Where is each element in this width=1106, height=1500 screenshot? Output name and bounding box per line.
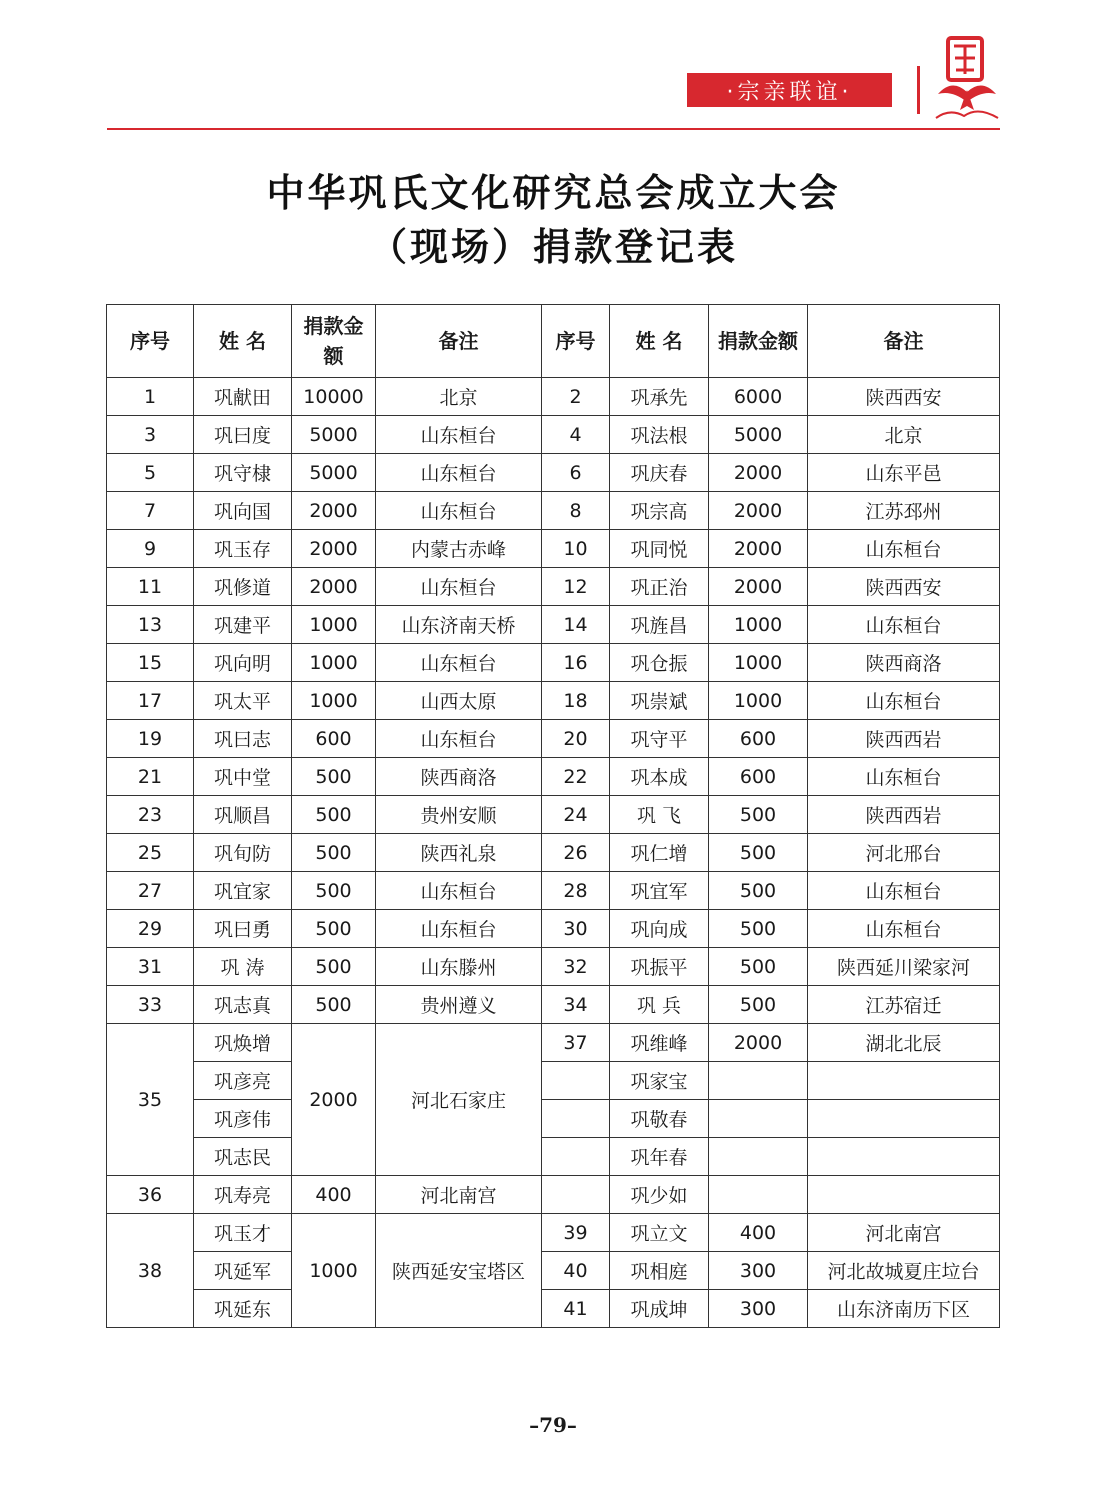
donor-location: 山东桓台 [808,758,1000,796]
donor-name: 巩成坤 [610,1290,709,1328]
donation-amount: 500 [709,872,808,910]
entry-number: 29 [107,910,194,948]
entry-number: 21 [107,758,194,796]
donor-name: 巩法根 [610,416,709,454]
donor-location: 山东桓台 [376,644,542,682]
donor-name: 巩本成 [610,758,709,796]
donor-name: 巩修道 [194,568,292,606]
page-title: 中华巩氏文化研究总会成立大会 [266,170,841,215]
donation-amount: 1000 [292,682,376,720]
empty-cell [709,1100,808,1138]
donor-name: 巩太平 [194,682,292,720]
entry-number: 13 [107,606,194,644]
donor-name: 巩同悦 [610,530,709,568]
donor-name: 巩焕增 [194,1024,292,1062]
donor-name: 巩延军 [194,1252,292,1290]
entry-number: 27 [107,872,194,910]
empty-cell [709,1138,808,1176]
table-row [107,1290,1000,1328]
donor-name: 巩宗高 [610,492,709,530]
entry-number: 2 [542,378,610,416]
donor-name: 巩崇斌 [610,682,709,720]
donor-location: 山东桓台 [808,530,1000,568]
donor-location: 河北南宫 [808,1214,1000,1252]
donation-amount: 2000 [292,568,376,606]
donation-amount: 2000 [292,1024,376,1176]
donor-name: 巩振平 [610,948,709,986]
donation-amount: 600 [709,758,808,796]
entry-number: 17 [107,682,194,720]
entry-number: 31 [107,948,194,986]
donor-location: 河北南宫 [376,1176,542,1214]
table-row [107,948,1000,986]
donor-location: 湖北北辰 [808,1024,1000,1062]
donor-name: 巩庆春 [610,454,709,492]
donation-amount: 5000 [292,454,376,492]
donor-name: 巩承先 [610,378,709,416]
table-row [107,758,1000,796]
empty-cell [542,1138,610,1176]
entry-number: 12 [542,568,610,606]
donor-location: 山东桓台 [376,416,542,454]
table-header-row [107,305,1000,378]
donation-amount: 500 [292,948,376,986]
donation-amount: 1000 [709,682,808,720]
donor-location: 山东桓台 [376,720,542,758]
donation-amount: 1000 [709,606,808,644]
entry-number: 28 [542,872,610,910]
donation-amount: 500 [709,910,808,948]
donation-amount: 6000 [709,378,808,416]
seal-logo-icon [934,32,1000,122]
donation-amount: 500 [709,986,808,1024]
donor-name: 巩年春 [610,1138,709,1176]
donation-amount: 2000 [709,530,808,568]
donor-location: 山东桓台 [808,872,1000,910]
donor-name: 巩曰度 [194,416,292,454]
empty-cell [808,1100,1000,1138]
table-row [107,454,1000,492]
table-row [107,1214,1000,1252]
donation-amount: 1000 [292,1214,376,1328]
entry-number: 24 [542,796,610,834]
donor-name: 巩立文 [610,1214,709,1252]
donor-location: 山东桓台 [808,910,1000,948]
donor-location: 山东桓台 [376,872,542,910]
donation-amount: 500 [292,986,376,1024]
entry-number: 11 [107,568,194,606]
table-row [107,644,1000,682]
donation-amount: 500 [292,910,376,948]
donor-name: 巩玉才 [194,1214,292,1252]
col-header-amount: 捐款金额 [292,305,376,378]
donor-name: 巩正治 [610,568,709,606]
donor-name: 巩相庭 [610,1252,709,1290]
donor-name: 巩志民 [194,1138,292,1176]
donor-name: 巩 兵 [610,986,709,1024]
entry-number: 41 [542,1290,610,1328]
donation-amount: 10000 [292,378,376,416]
entry-number: 34 [542,986,610,1024]
entry-number: 6 [542,454,610,492]
entry-number: 23 [107,796,194,834]
donation-amount: 2000 [709,492,808,530]
entry-number: 3 [107,416,194,454]
donation-amount: 500 [292,834,376,872]
col-header-no-right: 序号 [542,305,610,378]
table-row [107,530,1000,568]
table-row [107,568,1000,606]
donor-name: 巩中堂 [194,758,292,796]
donor-name: 巩向成 [610,910,709,948]
table-row [107,1024,1000,1062]
donor-location: 北京 [808,416,1000,454]
donation-amount: 2000 [709,1024,808,1062]
entry-number: 7 [107,492,194,530]
entry-number: 20 [542,720,610,758]
donor-location: 陕西西岩 [808,796,1000,834]
entry-number: 22 [542,758,610,796]
table-row [107,720,1000,758]
donor-name: 巩仁增 [610,834,709,872]
donor-location: 贵州安顺 [376,796,542,834]
donor-name: 巩建平 [194,606,292,644]
table-row [107,1252,1000,1290]
donor-name: 巩玉存 [194,530,292,568]
entry-number: 9 [107,530,194,568]
donation-register-table [106,304,1000,1328]
empty-cell [542,1062,610,1100]
donor-name: 巩寿亮 [194,1176,292,1214]
empty-cell [808,1138,1000,1176]
empty-cell [709,1062,808,1100]
donor-location: 江苏邳州 [808,492,1000,530]
donor-name: 巩曰志 [194,720,292,758]
donation-amount: 500 [292,872,376,910]
col-header-note: 备注 [376,305,542,378]
entry-number: 39 [542,1214,610,1252]
donation-amount: 500 [292,796,376,834]
table-row [107,796,1000,834]
donor-name: 巩向明 [194,644,292,682]
donation-amount: 600 [292,720,376,758]
donor-location: 贵州遵义 [376,986,542,1024]
empty-cell [808,1062,1000,1100]
entry-number: 32 [542,948,610,986]
section-banner: ·宗亲联谊· [687,73,892,107]
entry-number: 18 [542,682,610,720]
page-number: –79– [529,1413,577,1437]
donor-location: 山东桓台 [376,568,542,606]
donor-location: 江苏宿迁 [808,986,1000,1024]
donor-location: 陕西西岩 [808,720,1000,758]
donor-name: 巩维峰 [610,1024,709,1062]
donation-amount: 600 [709,720,808,758]
entry-number: 4 [542,416,610,454]
donation-amount: 5000 [709,416,808,454]
donation-amount: 2000 [709,454,808,492]
table-row [107,682,1000,720]
empty-cell [709,1176,808,1214]
empty-cell [542,1176,610,1214]
donor-name: 巩守棣 [194,454,292,492]
donor-name: 巩宜家 [194,872,292,910]
donor-location: 陕西商洛 [808,644,1000,682]
donor-name: 巩敬春 [610,1100,709,1138]
donation-amount: 300 [709,1290,808,1328]
donor-name: 巩旬防 [194,834,292,872]
donor-name: 巩旌昌 [610,606,709,644]
entry-number: 14 [542,606,610,644]
donation-amount: 500 [709,834,808,872]
donor-location: 山东桓台 [376,492,542,530]
donor-name: 巩 飞 [610,796,709,834]
donor-location: 河北邢台 [808,834,1000,872]
entry-number: 8 [542,492,610,530]
table-row [107,492,1000,530]
donor-name: 巩彦伟 [194,1100,292,1138]
donor-location: 山东滕州 [376,948,542,986]
table-row [107,606,1000,644]
table-row [107,910,1000,948]
donation-amount: 2000 [292,492,376,530]
donor-name: 巩延东 [194,1290,292,1328]
table-row [107,1176,1000,1214]
donor-name: 巩向国 [194,492,292,530]
donor-location: 山西太原 [376,682,542,720]
donor-name: 巩献田 [194,378,292,416]
donor-location: 山东济南天桥 [376,606,542,644]
donor-location: 陕西延安宝塔区 [376,1214,542,1328]
entry-number: 19 [107,720,194,758]
donation-amount: 1000 [709,644,808,682]
page-subtitle: （现场）捐款登记表 [368,224,738,269]
donor-name: 巩宜军 [610,872,709,910]
entry-number: 15 [107,644,194,682]
donor-name: 巩志真 [194,986,292,1024]
entry-number: 36 [107,1176,194,1214]
col-header-name: 姓 名 [194,305,292,378]
donor-name: 巩 涛 [194,948,292,986]
donor-name: 巩彦亮 [194,1062,292,1100]
donation-amount: 400 [292,1176,376,1214]
entry-number: 40 [542,1252,610,1290]
table-row [107,986,1000,1024]
col-header-amount-right: 捐款金额 [709,305,808,378]
col-header-name-right: 姓 名 [610,305,709,378]
entry-number: 25 [107,834,194,872]
table-row [107,1138,1000,1176]
entry-number: 30 [542,910,610,948]
donor-location: 山东桓台 [808,606,1000,644]
table-row [107,416,1000,454]
entry-number: 1 [107,378,194,416]
donor-location: 山东桓台 [808,682,1000,720]
table-row [107,834,1000,872]
entry-number: 35 [107,1024,194,1176]
entry-number: 37 [542,1024,610,1062]
entry-number: 26 [542,834,610,872]
table-row [107,1100,1000,1138]
donor-name: 巩顺昌 [194,796,292,834]
entry-number: 38 [107,1214,194,1328]
donation-amount: 500 [709,948,808,986]
donation-amount: 300 [709,1252,808,1290]
table-row [107,872,1000,910]
donor-location: 内蒙古赤峰 [376,530,542,568]
header-divider [917,66,920,114]
entry-number: 5 [107,454,194,492]
entry-number: 10 [542,530,610,568]
table-row [107,378,1000,416]
donation-amount: 500 [709,796,808,834]
entry-number: 33 [107,986,194,1024]
donation-amount: 2000 [709,568,808,606]
donor-location: 陕西西安 [808,568,1000,606]
donor-location: 山东桓台 [376,910,542,948]
donation-amount: 1000 [292,606,376,644]
donor-location: 山东桓台 [376,454,542,492]
donation-amount: 1000 [292,644,376,682]
donor-location: 陕西西安 [808,378,1000,416]
donation-amount: 5000 [292,416,376,454]
donor-name: 巩少如 [610,1176,709,1214]
donor-location: 河北石家庄 [376,1024,542,1176]
donor-name: 巩家宝 [610,1062,709,1100]
donor-location: 山东济南历下区 [808,1290,1000,1328]
donor-location: 陕西商洛 [376,758,542,796]
donor-name: 巩守平 [610,720,709,758]
entry-number: 16 [542,644,610,682]
col-header-no: 序号 [107,305,194,378]
donor-location: 陕西延川梁家河 [808,948,1000,986]
col-header-note-right: 备注 [808,305,1000,378]
donor-name: 巩仓振 [610,644,709,682]
donor-location: 山东平邑 [808,454,1000,492]
donation-amount: 2000 [292,530,376,568]
empty-cell [808,1176,1000,1214]
donor-location: 北京 [376,378,542,416]
donor-location: 陕西礼泉 [376,834,542,872]
header-rule [107,128,1000,130]
donor-location: 河北故城夏庄垃台 [808,1252,1000,1290]
donation-amount: 500 [292,758,376,796]
donor-name: 巩曰勇 [194,910,292,948]
donation-amount: 400 [709,1214,808,1252]
empty-cell [542,1100,610,1138]
table-row [107,1062,1000,1100]
